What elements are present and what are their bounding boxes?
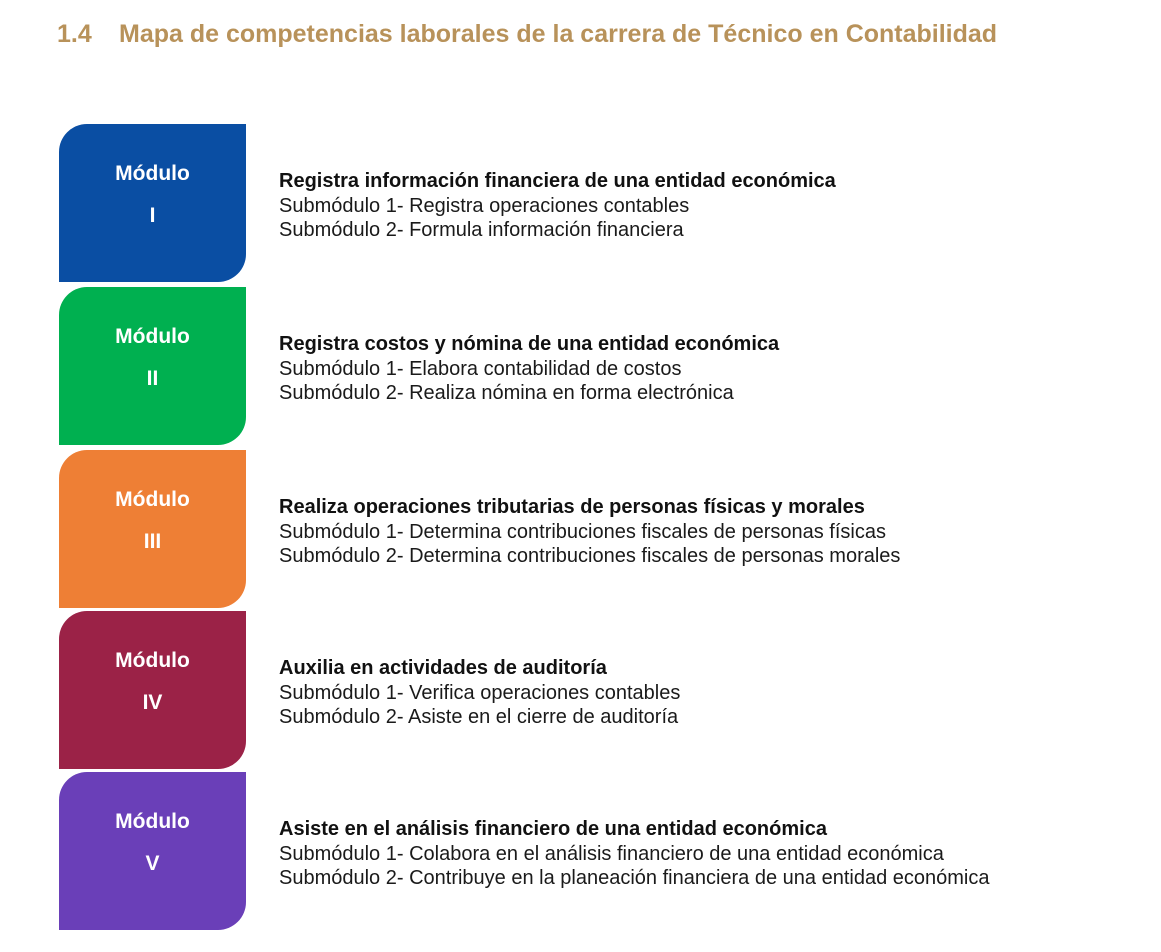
module-title: Auxilia en actividades de auditoría bbox=[279, 657, 607, 679]
submodule-1: Submódulo 1- Registra operaciones contables bbox=[279, 194, 690, 217]
module-badge bbox=[59, 772, 246, 930]
module-word: Módulo bbox=[115, 488, 190, 511]
module-description bbox=[279, 656, 680, 730]
module-badge bbox=[59, 611, 246, 769]
submodule-2: Submódulo 2- Formula información financiera bbox=[279, 219, 684, 241]
submodule-1: Submódulo 1- Verifica operaciones contables bbox=[279, 681, 681, 704]
module-word: Módulo bbox=[115, 325, 190, 348]
section-title: Mapa de competencias laborales de la carrera de Técnico en Contabilidad bbox=[119, 20, 998, 48]
module-word: Módulo bbox=[115, 810, 190, 833]
module-title: Asiste en el análisis financiero de una entidad económica bbox=[279, 818, 827, 840]
module-description bbox=[279, 332, 779, 406]
module-title: Registra costos y nómina de una entidad económica bbox=[279, 333, 780, 355]
module-number: III bbox=[143, 530, 162, 553]
module-description bbox=[279, 495, 900, 569]
module-4 bbox=[0, 611, 1161, 769]
submodule-2: Submódulo 2- Contribuye en la planeación financiera de una entidad económica bbox=[279, 867, 990, 889]
module-number: IV bbox=[142, 691, 163, 714]
module-badge bbox=[59, 450, 246, 608]
submodule-2: Submódulo 2- Asiste en el cierre de auditoría bbox=[279, 706, 679, 728]
module-description bbox=[279, 817, 989, 891]
submodule-2: Submódulo 2- Realiza nómina en forma electrónica bbox=[279, 382, 734, 404]
submodule-1: Submódulo 1- Elabora contabilidad de costos bbox=[279, 357, 682, 380]
module-word: Módulo bbox=[115, 162, 190, 185]
submodule-2: Submódulo 2- Determina contribuciones fiscales de personas morales bbox=[279, 545, 901, 567]
module-1 bbox=[0, 124, 1161, 282]
module-number: II bbox=[146, 367, 159, 390]
module-title: Registra información financiera de una entidad económica bbox=[279, 170, 836, 192]
module-word: Módulo bbox=[115, 649, 190, 672]
section-heading bbox=[57, 20, 997, 49]
module-number: I bbox=[149, 204, 156, 227]
module-3 bbox=[0, 450, 1161, 608]
module-badge bbox=[59, 287, 246, 445]
module-description bbox=[279, 169, 836, 243]
module-number: V bbox=[145, 852, 160, 875]
section-number: 1.4 bbox=[57, 20, 92, 48]
module-title: Realiza operaciones tributarias de personas físicas y morales bbox=[279, 496, 865, 518]
module-badge bbox=[59, 124, 246, 282]
module-5 bbox=[0, 772, 1161, 930]
submodule-1: Submódulo 1- Determina contribuciones fiscales de personas físicas bbox=[279, 520, 886, 543]
module-2 bbox=[0, 287, 1161, 445]
submodule-1: Submódulo 1- Colabora en el análisis financiero de una entidad económica bbox=[279, 842, 944, 865]
